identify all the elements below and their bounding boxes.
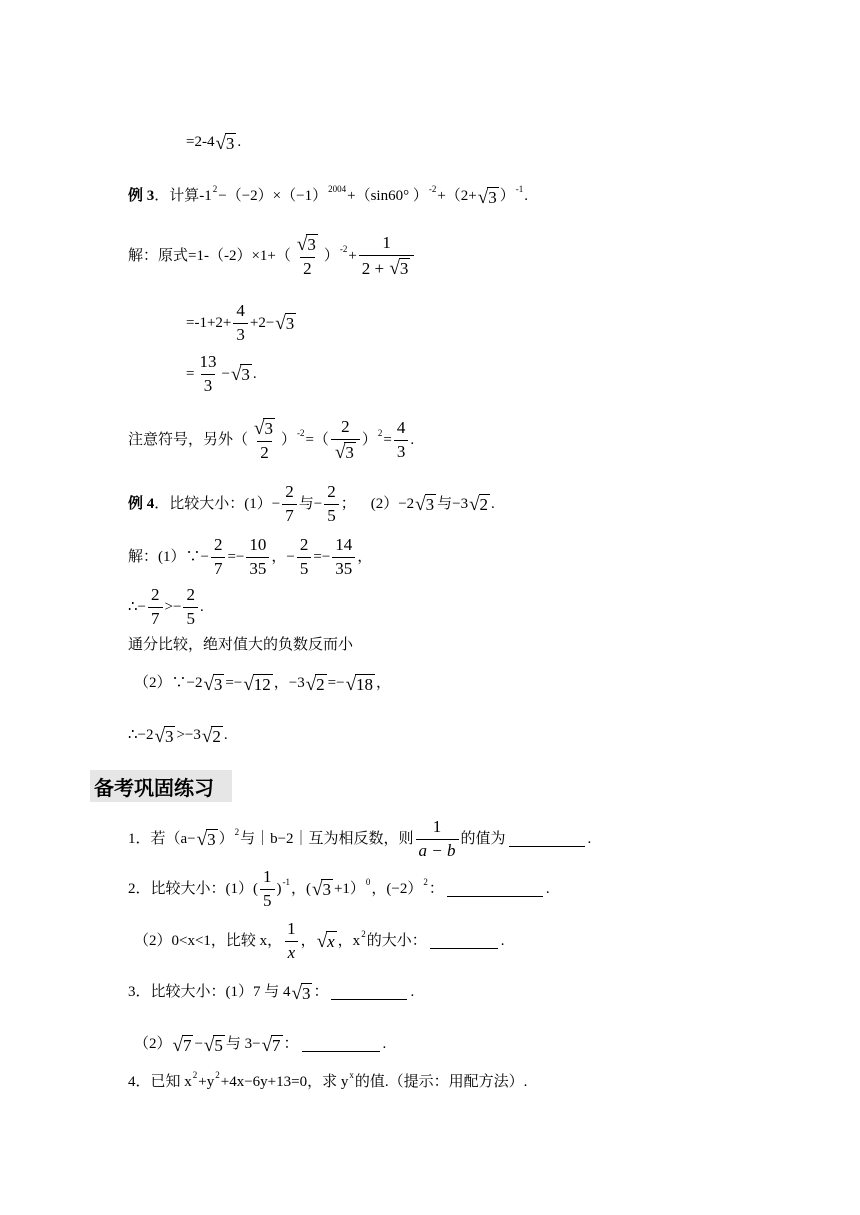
section-title: 备考巩固练习 (90, 770, 232, 802)
sqrt: √ 3 (230, 364, 250, 386)
sqrt: √ 12 (243, 673, 271, 695)
fraction: $\frac{14}{35}$ (332, 536, 355, 578)
sqrt: √ 3 (291, 982, 311, 1004)
answer-blank[interactable] (430, 934, 498, 949)
sqrt: √ x (316, 931, 335, 953)
sqrt: √ 7 (261, 1034, 281, 1056)
text: =2-4 (186, 134, 215, 151)
solution-3-line-1: 解：原式=1-（-2）×1+（ √ 3 2 ） -2 + 1 2 + √ 3 (128, 234, 416, 278)
sqrt: √ 7 (172, 1034, 192, 1056)
solution-4-line-5: ∴−2 √ 3 >−3 √ 2 . (128, 725, 228, 747)
solution-4-line-4: （2）∵−2 √ 3 =− √ 12 ，−3 √ 2 =− √ 18 ， (134, 673, 392, 695)
answer-blank[interactable] (447, 882, 543, 897)
sqrt: √ 3 (196, 829, 216, 851)
example-3-statement: 例 3 ．计算-1 2 −（−2）×（−1） 2004 +（sin60° ） -2 +（2+ √ 3 ） -1 . (128, 184, 528, 208)
exercise-3: 3．比较大小：(1）7 与 4 √ 3 ： . (128, 982, 415, 1004)
fraction: $\frac{4}{3}$ (394, 419, 409, 461)
fraction: √ 3 2 (296, 233, 316, 278)
example-4-statement: 例 4 ．比较大小：(1）− $\frac{2}{7}$ 与− $\frac{2}{5}$ ； (2）−2 √ 3 与−3 √ 2 . (128, 482, 495, 525)
answer-blank[interactable] (509, 832, 585, 847)
exercise-1: 1．若（a− √ 3 ） 2 与｜b−2｜互为相反数，则 1 a − b 的值为 . (128, 817, 592, 860)
fraction: $\frac{2}{5}$ (324, 483, 339, 525)
solution-3-line-2: =-1+2+ $\frac{4}{3}$ +2− √ 3 (186, 301, 295, 344)
fraction: $\frac{10}{35}$ (246, 536, 269, 578)
sqrt: √ 3 (203, 673, 223, 695)
fraction: $\frac{2}{7}$ (148, 586, 163, 628)
sqrt: √ 3 (477, 186, 497, 208)
sqrt: √ 3 (275, 313, 295, 335)
sqrt: √ 2 (469, 494, 489, 516)
fraction: $\frac{2}{5}$ (297, 536, 312, 578)
solution-4-remark: 通分比较，绝对值大的负数反而小 (128, 637, 354, 653)
sqrt: √ 3 (215, 132, 235, 154)
fraction: 1 5 (260, 868, 275, 910)
answer-blank[interactable] (331, 985, 407, 1000)
fraction: $\frac{13}{3}$ (199, 352, 217, 395)
fraction: 1 a − b (416, 818, 459, 860)
fraction: 2 √ 3 (331, 418, 360, 462)
exercise-3-part-2: （2） √ 7 − √ 5 与 3− √ 7 ： . (134, 1034, 387, 1056)
example-label: 例 4 (128, 495, 155, 512)
fraction: $\frac{4}{3}$ (233, 302, 248, 344)
note-line: 注意符号，另外（ √ 3 2 ） -2 =（ 2 √ 3 ） 2 = $\frac{4}{3}$ . (128, 417, 415, 463)
fraction: 1 2 + √ 3 (359, 234, 415, 278)
fraction: $\frac{2}{7}$ (211, 536, 226, 578)
sqrt: √ 3 (154, 725, 174, 747)
fraction: √ 3 2 (254, 417, 273, 462)
solution-4-line-2: ∴− $\frac{2}{7}$ >− $\frac{2}{5}$ . (128, 585, 204, 628)
exercise-2: 2．比较大小：(1）( 1 5 ) -1 ，( √ 3 +1） 0 ，(−2） 2 ： . (128, 867, 550, 910)
continued-line: =2-4 √ 3 . (186, 132, 242, 154)
fraction: $\frac{2}{5}$ (183, 586, 198, 628)
example-label: 例 3 (128, 188, 155, 205)
exercise-4: 4．已知 x 2 +y 2 +4x−6y+13=0，求 y x 的值.（提示：用配方法）. (128, 1070, 528, 1090)
sqrt: √ 2 (201, 725, 221, 747)
sqrt: √ 3 (415, 494, 435, 516)
solution-4-line-1: 解：(1）∵− $\frac{2}{7}$ =− $\frac{10}{35}$ ，− $\frac{2}{5}$ =− $\frac{14}{35}$ ， (128, 535, 373, 578)
sqrt: √ 5 (203, 1034, 223, 1056)
sqrt: √ 2 (305, 673, 325, 695)
sqrt: √ 3 (312, 879, 331, 901)
fraction: $\frac{2}{7}$ (282, 483, 297, 525)
exercise-2-part-2: （2）0<x<1，比较 x， 1 x ， √ x ，x 2 的大小： . (134, 919, 505, 962)
fraction: 1 x (284, 920, 299, 962)
answer-blank[interactable] (302, 1037, 380, 1052)
sqrt: √ 18 (345, 673, 374, 695)
solution-3-line-3: = $\frac{13}{3}$ − √ 3 . (186, 352, 257, 395)
